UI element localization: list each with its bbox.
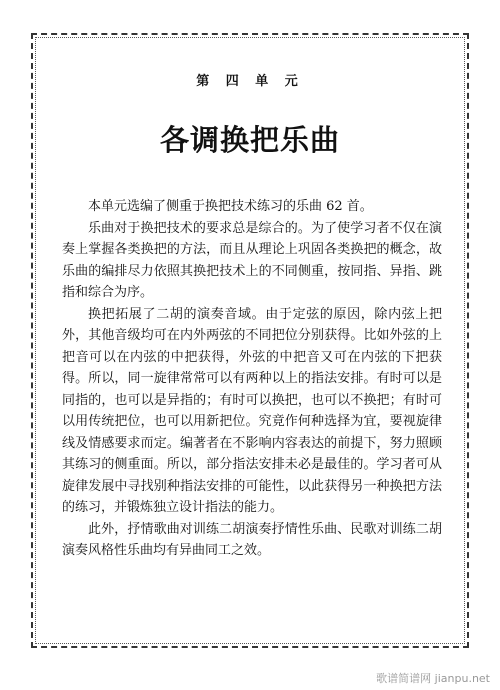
paragraph-1: 本单元选编了侧重于换把技术练习的乐曲 62 首。 (88, 199, 373, 214)
unit-label: 第 四 单 元 (196, 74, 304, 89)
paragraph-3: 换把拓展了二胡的演奏音域。由于定弦的原因，除内弦上把外，其他音级均可在内外两弦的不同把位分别获得。比如外弦的上把音可以在内弦的中把获得，外弦的中把音又可在内弦的下把获得。所以，同一旋律常常可以有两种以上的指法安排。有时可以是同指的，也可以是异指的；有时可以换把，也可以不换把；有时可以用传统把位，也可以用新把位。究竟作何种选择为宜，要视旋律线及情感要求而定。编著者在不影响内容表达的前提下，努力照顾其练习的侧重面。所以，部分指法安排未必是最佳的。学习者可从旋律发展中寻找别种指法安排的可能性，以此获得另一种换把方法的练习，并锻炼独立设计指法的能力。 (62, 306, 442, 515)
page-title: 各调换把乐曲 (159, 123, 340, 157)
site-watermark: 歌谱简谱网 jianpu.net (376, 672, 490, 685)
paragraph-2: 乐曲对于换把技术的要求总是综合的。为了使学习者不仅在演奏上掌握各类换把的方法，而且从理论上巩固各类换把的概念，故乐曲的编排尽力依照其换把技术上的不同侧重，按同指、异指、跳指和综合为序。 (62, 220, 442, 300)
paragraph-4: 此外，抒情歌曲对训练二胡演奏抒情性乐曲、民歌对训练二胡演奏风格性乐曲均有异曲同工之效。 (62, 521, 442, 558)
body-text (62, 196, 442, 562)
